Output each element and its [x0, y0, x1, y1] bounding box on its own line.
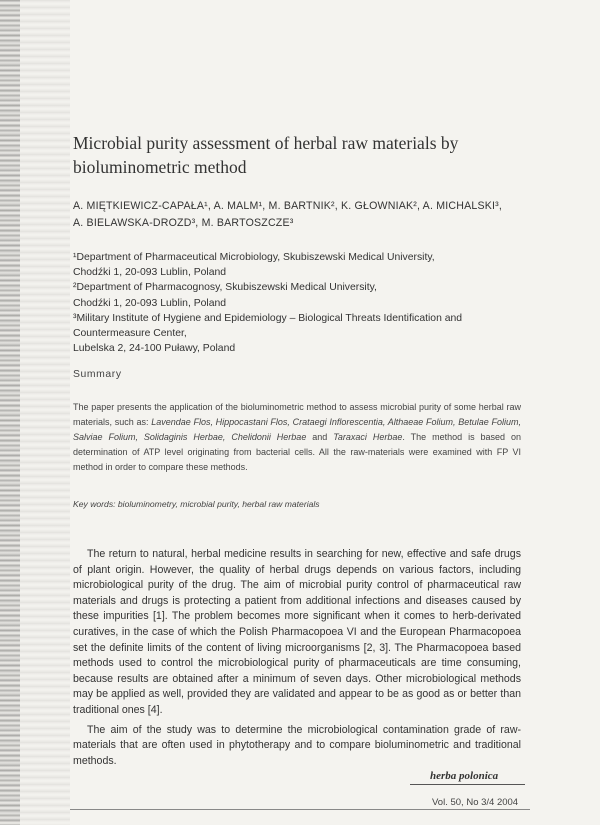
author-line-2: A. BIELAWSKA-DROZD³, M. BARTOSZCZE³: [73, 217, 294, 229]
affiliations: [73, 250, 543, 356]
summary-species: Lavendae Flos, Hippocastani Flos, Crataegi Inflorescentia, Althaeae Folium, Betulae Folium, Salviae Folium, Solidaginis Herbae, Chelidonii Herbae: [73, 417, 522, 442]
author-list: [73, 198, 543, 232]
summary-part: . The method is based on determination of ATP level originating from bacterial cells. All the raw-materials were examined with FP VI method in order to compare these methods.: [73, 432, 521, 472]
article-body: [73, 547, 521, 769]
affiliation-line: Countermeasure Center,: [73, 328, 187, 340]
affiliation-line: Lubelska 2, 24-100 Puławy, Poland: [73, 343, 236, 355]
scan-edge-dark: [0, 0, 20, 825]
bottom-divider: [70, 809, 530, 810]
summary-heading: Summary: [73, 369, 122, 380]
affiliation-line: ²Department of Pharmacognosy, Skubiszewski Medical University,: [73, 282, 377, 294]
keywords: Key words: bioluminometry, microbial purity, herbal raw materials: [73, 499, 320, 509]
summary-part: The paper presents the application of the bioluminometric method to assess microbial purity of some herbal raw materials, such as:: [73, 402, 521, 427]
author-line-1: A. MIĘTKIEWICZ-CAPAŁA¹, A. MALM¹, M. BARTNIK², K. GŁOWNIAK², A. MICHALSKI³,: [73, 200, 502, 212]
article-title: Microbial purity assessment of herbal raw materials by bioluminometric method: [73, 133, 459, 177]
footer-divider: [410, 784, 525, 785]
affiliation-line: ¹Department of Pharmaceutical Microbiology, Skubiszewski Medical University,: [73, 252, 435, 263]
summary-species: Taraxaci Herbae: [333, 432, 403, 442]
summary-text: [73, 400, 521, 475]
affiliation-line: ³Military Institute of Hygiene and Epidemiology – Biological Threats Identification and: [73, 312, 463, 324]
summary-part: and: [306, 432, 334, 442]
body-paragraph: The aim of the study was to determine the microbiological contamination grade of raw-materials that are often used in phytotherapy and to compare bioluminometric and traditional methods.: [73, 723, 521, 767]
body-paragraph: The return to natural, herbal medicine results in searching for new, effective and safe drugs of plant origin. However, the quality of herbal drugs depends on various factors, including microbiological purity of the drug. The aim of microbial purity control of pharmaceutical raw materials and drugs is protecting a patient from additional infections and diseases caused by these impurities [1]. The problem becomes more significant when it comes to herb-derivated curatives, in the case of which the Polish Pharmacopoea VI and the European Pharmacopoea set the definite limits of the content of living microorganisms [2, 3]. The Pharmacopoea based methods used to control the microbiological purity of pharmaceuticals are time consuming, because results are obtained after a minimum of seven days. Other microbiological methods may be applied as well, provided they are validated and appear to be as good as or better than traditional ones [4].: [73, 548, 521, 716]
journal-name: herba polonica: [430, 770, 499, 782]
volume-info: Vol. 50, No 3/4 2004: [432, 797, 519, 808]
affiliation-line: Chodźki 1, 20-093 Lublin, Poland: [73, 267, 227, 279]
affiliation-line: Chodźki 1, 20-093 Lublin, Poland: [73, 297, 227, 309]
